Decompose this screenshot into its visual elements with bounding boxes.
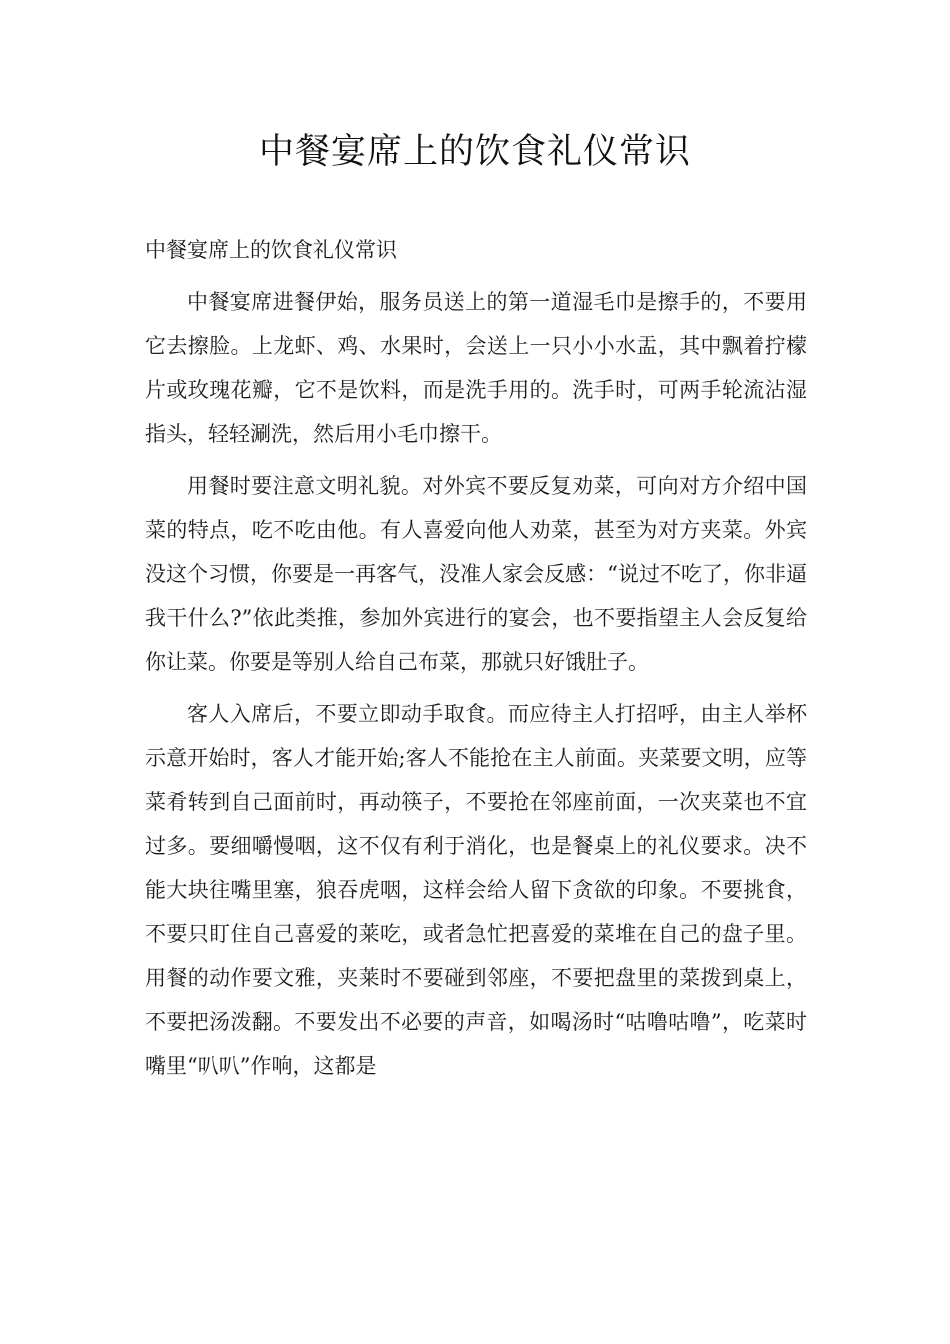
document-body [145, 228, 807, 1096]
paragraph-1: 中餐宴席进餐伊始，服务员送上的第一道湿毛巾是擦手的，不要用它去擦脸。上龙虾、鸡、水果时，会送上一只小小水盂，其中飘着拧檬片或玫瑰花瓣，它不是饮料，而是洗手用的。洗手时，可两手轮流沾湿指头，轻轻涮洗，然后用小毛巾擦干。 [145, 290, 807, 446]
document-title: 中餐宴席上的饮食礼仪常识 [258, 132, 691, 172]
document-subtitle: 中餐宴席上的饮食礼仪常识 [145, 238, 397, 262]
paragraph-2: 用餐时要注意文明礼貌。对外宾不要反复劝菜，可向对方介绍中国菜的特点，吃不吃由他。有人喜爱向他人劝菜，甚至为对方夹菜。外宾没这个习惯，你要是一再客气，没准人家会反感：“说过不吃了，你非逼我干什么?”依此类推，参加外宾进行的宴会，也不要指望主人会反复给你让菜。你要是等别人给自己布菜，那就只好饿肚子。 [145, 474, 807, 674]
paragraph-3: 客人入席后，不要立即动手取食。而应待主人打招呼，由主人举杯示意开始时，客人才能开始;客人不能抢在主人前面。夹菜要文明，应等菜肴转到自己面前时，再动筷子，不要抢在邻座前面，一次夹菜也不宜过多。要细嚼慢咽，这不仅有利于消化，也是餐桌上的礼仪要求。决不能大块往嘴里塞，狼吞虎咽，这样会给人留下贪欲的印象。不要挑食，不要只盯住自己喜爱的莱吃，或者急忙把喜爱的菜堆在自己的盘子里。用餐的动作要文雅，夹莱时不要碰到邻座，不要把盘里的菜拨到桌上，不要把汤泼翻。不要发出不必要的声音，如喝汤时“咕噜咕噜”，吃菜时嘴里“叭叭”作响，这都是 [145, 702, 807, 1078]
